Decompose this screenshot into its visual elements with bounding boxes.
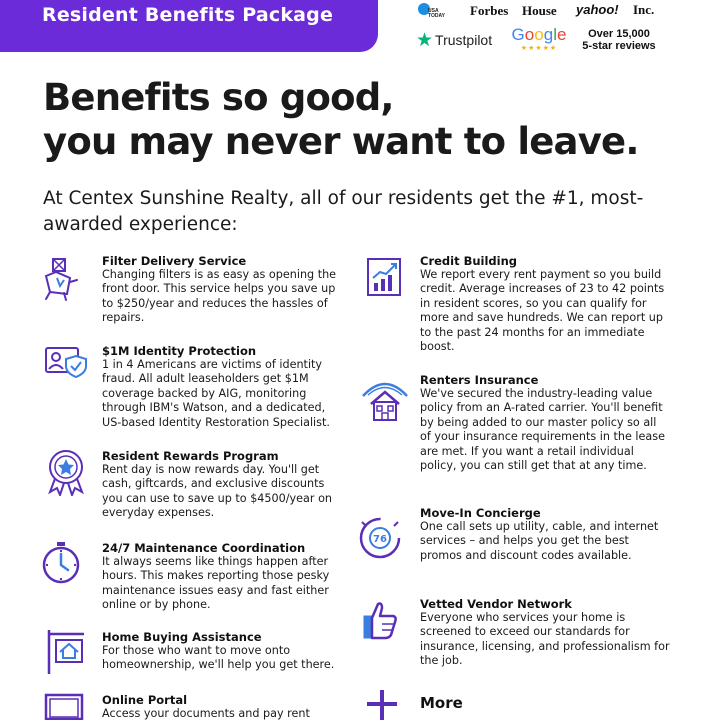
benefit-maintenance (102, 541, 347, 613)
benefit-move-in-concierge (420, 506, 670, 563)
reviews-count: Over 15,000 5-star reviews (582, 28, 656, 52)
house-umbrella-icon (360, 374, 410, 422)
headline-line-2: you may never want to leave. (43, 120, 639, 163)
intro-text: At Centex Sunshine Realty, all of our residents get the #1, most-awarded experience: (43, 188, 644, 235)
plus-icon (365, 688, 399, 720)
header-banner (0, 0, 378, 52)
house-logo: House (522, 3, 557, 18)
benefit-description: Changing filters is as easy as opening the front door. This service helps you save up to $250/year and reduces the hassles of repairs. (102, 268, 337, 325)
usa-today-logo: USA TODAY (418, 3, 440, 25)
thumbs-up-icon (358, 598, 400, 642)
inc-logo: Inc. (633, 2, 655, 17)
trustpilot-logo (416, 30, 492, 50)
benefit-title: Move-In Concierge (420, 506, 541, 520)
id-shield-icon (44, 344, 88, 378)
trustpilot-star-icon: ★ (416, 29, 434, 51)
benefit-title: $1M Identity Protection (102, 344, 257, 358)
benefit-filter-delivery (102, 254, 347, 326)
star-badge-icon (44, 448, 88, 496)
more-benefits-link[interactable] (420, 694, 463, 712)
monitor-icon (44, 693, 86, 720)
headline-line-1: Benefits so good, (43, 76, 394, 119)
benefit-description: We report every rent payment so you build credit. Average increases of 23 to 42 points in resident scores, so you can qualify for more and save hundreds. We can report up to the past 24 months for an immediate boost. (420, 268, 665, 354)
google-rating-stars: ★★★★★ (520, 44, 558, 52)
benefit-home-buying (102, 630, 347, 673)
google-logo (510, 26, 568, 52)
benefit-title: Filter Delivery Service (102, 254, 247, 268)
benefit-title: Online Portal (102, 693, 188, 707)
more-label[interactable]: More (420, 694, 463, 712)
benefit-title: Credit Building (420, 254, 518, 268)
benefit-vetted-vendor (420, 597, 670, 669)
benefit-credit-building (420, 254, 670, 354)
benefit-description: We've secured the industry-leading value policy from an A-rated carrier. You'll benefit by being added to our master policy so all of your insurance requirements in the lease are met. If you want a retail individual policy, you can still get that at any time. (420, 387, 665, 473)
benefit-online-portal (102, 693, 347, 720)
bar-chart-icon (366, 257, 402, 297)
trustpilot-label: Trustpilot (435, 32, 493, 48)
benefit-renters-insurance (420, 373, 670, 473)
benefit-title: Home Buying Assistance (102, 630, 262, 644)
banner-title: Resident Benefits Package (42, 4, 334, 26)
page-headline (43, 76, 693, 164)
benefit-description: Everyone who services your home is screened to exceed our standards for insurance, licensing, and professionalism for the job. (420, 611, 670, 668)
benefit-title: Vetted Vendor Network (420, 597, 572, 611)
benefit-title: 24/7 Maintenance Coordination (102, 541, 306, 555)
google-label: Google (511, 25, 567, 44)
benefit-rewards-program (102, 449, 347, 521)
filter-delivery-icon (40, 256, 80, 302)
concierge-dial-icon (356, 514, 404, 560)
home-sign-icon (46, 628, 86, 676)
benefit-title: Renters Insurance (420, 373, 539, 387)
benefit-description: For those who want to move onto homeownership, we'll help you get there. (102, 644, 335, 672)
benefit-description: It always seems like things happen after hours. This makes reporting those pesky maintenance issues easy and fast either online or by phone. (102, 555, 330, 612)
benefit-description: 1 in 4 Americans are victims of identity fraud. All adult leaseholders get $1M coverage backed by AIG, monitoring through IBM's Watson, and a dedicated, US-based Identity Restoration Specialist. (102, 358, 330, 429)
benefit-title: Resident Rewards Program (102, 449, 279, 463)
dial-number: 76 (373, 534, 387, 545)
clock-icon (40, 541, 82, 585)
yahoo-logo: yahoo! (576, 2, 619, 17)
forbes-logo: Forbes (470, 3, 509, 18)
benefit-identity-protection (102, 344, 347, 430)
benefit-description: Rent day is now rewards day. You'll get cash, giftcards, and exclusive discounts you can use to save up to $4500/year on everyday expenses. (102, 463, 332, 520)
benefit-description: One call sets up utility, cable, and internet services – and helps you get the best promos and discount codes available. (420, 520, 659, 562)
benefit-description: Access your documents and pay rent (102, 707, 310, 720)
